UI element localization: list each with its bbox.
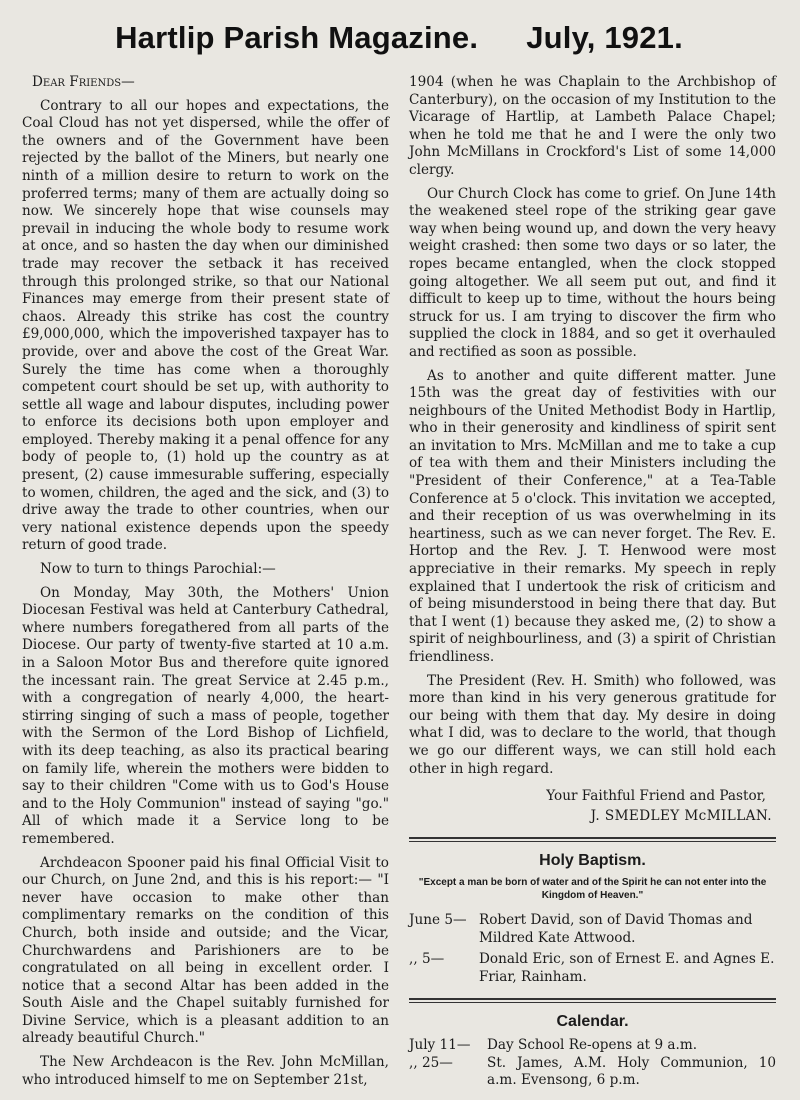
baptism-entry-date: June 5— <box>409 911 467 928</box>
calendar-entry-date: ,, 25— <box>409 1054 453 1071</box>
baptism-quote: "Except a man be born of water and of the Spirit he can not enter into the Kingdom of Heaven." <box>418 876 767 901</box>
section-divider <box>409 837 776 842</box>
calendar-entry-text: Day School Re-opens at 9 a.m. <box>487 1036 698 1053</box>
baptism-entry-date: ,, 5— <box>409 951 445 968</box>
signature: J. SMEDLEY McMILLAN. <box>590 807 772 824</box>
calendar-entry-date: July 11— <box>409 1036 471 1053</box>
signoff: Your Faithful Friend and Pastor, <box>546 788 766 805</box>
baptism-entry <box>409 912 776 947</box>
baptism-entry <box>409 951 776 986</box>
paragraph-continuation: 1904 (when he was Chaplain to the Archbishop of Canterbury), on the occasion of my Institution to the Vicarage of Hartlip, at Lambeth Palace Chapel; when he told me that he and I were the only two John McMillans in Crockford's List of some 14,000 clergy. <box>409 74 776 178</box>
baptism-entry-text: Robert David, son of David Thomas and Mildred Kate Attwood. <box>479 911 753 946</box>
paragraph-parochial-intro: Now to turn to things Parochial:— <box>40 561 276 578</box>
issue-date: July, 1921. <box>526 20 683 55</box>
right-column <box>409 74 776 1090</box>
calendar-entry <box>409 1037 776 1055</box>
paragraph-mothers-union: On Monday, May 30th, the Mothers' Union Diocesan Festival was held at Canterbury Cathedral, where numbers foregathered from all parts of the Diocese. Our party of twenty-five started at 10 a.m. in a Saloon Motor Bus and therefore quite ignored the incessant rain. The great Service at 2.45 p.m., with a congregation of nearly 4,000, the heart-stirring singing of such a mass of people, together with the Sermon of the Lord Bishop of Lichfield, with its deep teaching, as also its practical bearing on family life, wherein the mothers were bidden to say to their children "Come with us to God's House and to the Holy Communion" instead of saying "go." All of which made it a Service long to be remembered. <box>22 584 389 847</box>
calendar-entry-text: St. James, A.M. Holy Communion, 10 a.m. Evensong, 6 p.m. <box>487 1054 776 1089</box>
paragraph-church-clock: Our Church Clock has come to grief. On June 14th the weakened steel rope of the striking gear gave way when being wound up, and down the very heavy weight crashed: then some two days or so later, the ropes became entangled, when the clock stopped going altogether. We all seem put out, and find it difficult to keep up to time, without the hours being struck for us. I am trying to discover the firm who supplied the clock in 1884, and so get it overhauled and rectified as soon as possible. <box>409 185 776 360</box>
paragraph-methodist-festivities: As to another and quite different matter. June 15th was the great day of festivities with our neighbours of the United Methodist Body in Hartlip, who in their generosity and kindliness of spirit sent an invitation to Mrs. McMillan and me to take a cup of tea with them and their Ministers including the "President of their Conference," at a Tea-Table Conference at 5 o'clock. This invitation we accepted, and their reception of us was overwhelming in its heartiness, such as we can never forget. The Rev. E. Hortop and the Rev. J. T. Henwood were most appreciative in their remarks. My speech in reply explained that I undertook the risk of criticism and of being misunderstood in being there that day. But that I went (1) because they asked me, (2) to show a spirit of neighbourliness, and (3) a spirit of Christian friendliness. <box>409 367 776 665</box>
paragraph-new-archdeacon: The New Archdeacon is the Rev. John McMillan, who introduced himself to me on September 21st, <box>22 1054 389 1088</box>
calendar-title: Calendar. <box>556 1013 629 1031</box>
paragraph-coal-strike: Contrary to all our hopes and expectations, the Coal Cloud has not yet dispersed, while the offer of the owners and of the Government have been rejected by the ballot of the Miners, but nearly one ninth of a million desire to return to work on the proferred terms; many of them are actually doing so now. We sincerely hope that wise counsels may prevail in inducing the whole body to resume work at once, and so hasten the day when our diminished trade may recover the setback it has received through this prolonged strike, so that our National Finances may emerge from their present state of chaos. Already this strike has cost the country £9,000,000, which the impoverished taxpayer has to provide, over and above the cost of the Great War. Surely the time has come when a thoroughly competent court should be set up, with authority to settle all wage and labour disputes, including power to enforce its decisions both upon employer and employed. Thereby making it a penal offence for any body of people to, (1) hold up the country as at present, (2) cause immesurable suffering, especially to women, children, the aged and the sick, and (3) to drive away the trade to other countries, when our very national existence depends upon the speedy return of good trade. <box>22 97 389 554</box>
calendar-entry <box>409 1055 776 1090</box>
magazine-title: Hartlip Parish Magazine. <box>115 20 479 55</box>
salutation: Dear Friends— <box>32 74 135 90</box>
paragraph-president: The President (Rev. H. Smith) who followed, was more than kind in his very generous gratitude for our being with them that day. My desire in doing what I did, was to declare to the world, that though we go our different ways, we can still hold each other in high regard. <box>409 672 776 777</box>
section-divider <box>409 998 776 1003</box>
baptism-section <box>409 852 776 986</box>
two-columns <box>22 74 776 1090</box>
baptism-entry-text: Donald Eric, son of Ernest E. and Agnes E. Friar, Rainham. <box>479 951 775 985</box>
calendar-section <box>409 1013 776 1089</box>
left-column <box>22 74 389 1090</box>
paragraph-archdeacon-visit: Archdeacon Spooner paid his final Official Visit to our Church, on June 2nd, and this is his report:— "I never have occasion to make other than complimentary remarks on the condition of this Church, both inside and outside; and the Vicar, Churchwardens and Parishioners are to be congratulated on all being in excellent order. I notice that a second Altar has been added in the South Aisle and the Chapel suitably furnished for Divine Service, which is a pleasant addition to an already beautiful Church." <box>22 854 389 1047</box>
baptism-title: Holy Baptism. <box>539 852 646 870</box>
masthead <box>22 20 776 56</box>
